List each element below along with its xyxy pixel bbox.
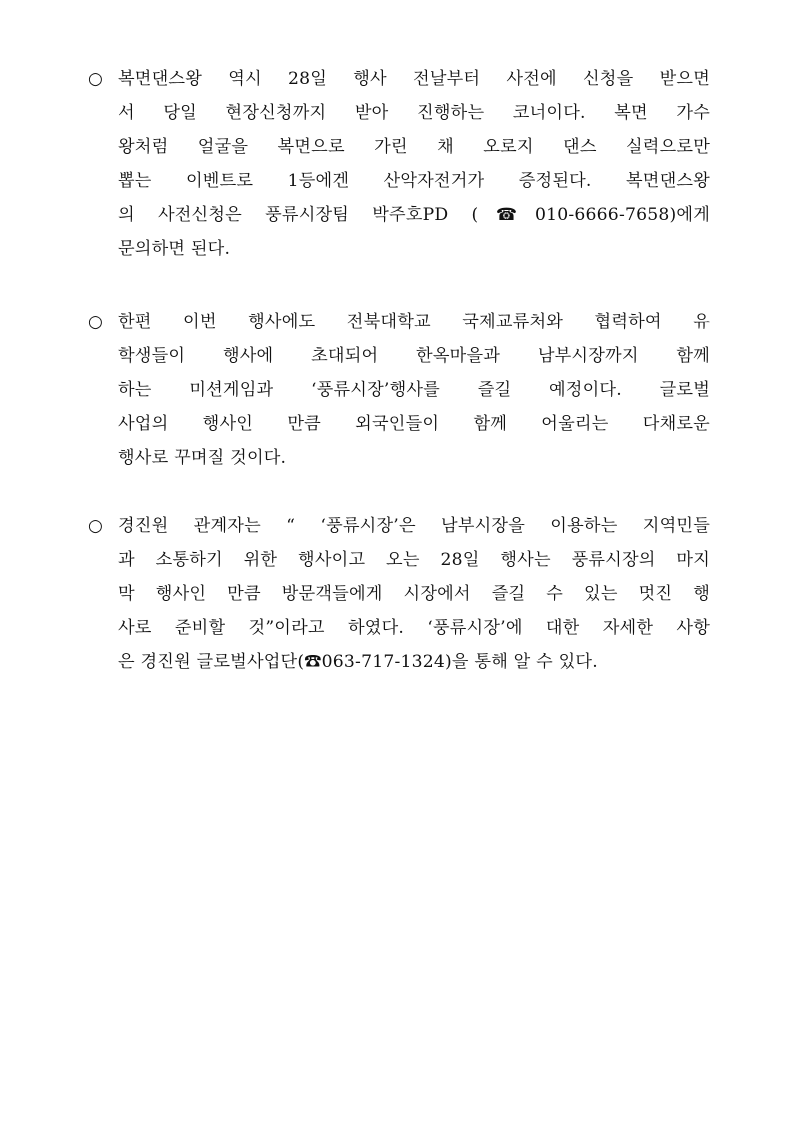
text-line: 서 당일 현장신청까지 받아 진행하는 코너이다. 복면 가수: [118, 103, 710, 123]
text-line: 은 경진원 글로벌사업단(☎063-717-1324)을 통해 알 수 있다.: [118, 652, 598, 672]
text-line: 복면댄스왕 역시 28일 행사 전날부터 사전에 신청을 받으면: [118, 69, 710, 89]
text-line: 사로 준비할 것”이라고 하였다. ‘풍류시장’에 대한 자세한 사항: [118, 618, 710, 638]
text-line: 한편 이번 행사에도 전북대학교 국제교류처와 협력하여 유: [118, 312, 710, 332]
bullet-circle-icon: ○: [88, 312, 103, 332]
text-line: 막 행사인 만큼 방문객들에게 시장에서 즐길 수 있는 멋진 행: [118, 584, 710, 604]
text-line: 하는 미션게임과 ‘풍류시장’행사를 즐길 예정이다. 글로벌: [118, 380, 710, 400]
paragraph-lines: [118, 305, 710, 475]
text-line: 왕처럼 얼굴을 복면으로 가린 채 오로지 댄스 실력으로만: [118, 137, 710, 157]
text-line: 행사로 꾸며질 것이다.: [118, 448, 287, 468]
bullet-circle-icon: ○: [88, 69, 103, 89]
text-line: 문의하면 된다.: [118, 239, 231, 259]
text-line: 의 사전신청은 풍류시장팀 박주호PD (☎010-6666-7658)에게: [118, 205, 710, 225]
text-line: 경진원 관계자는 “ ‘풍류시장’은 남부시장을 이용하는 지역민들: [118, 516, 710, 536]
text-line: 과 소통하기 위한 행사이고 오는 28일 행사는 풍류시장의 마지: [118, 550, 710, 570]
text-line: 뽑는 이벤트로 1등에겐 산악자전거가 증정된다. 복면댄스왕: [118, 171, 710, 191]
paragraph-lines: [118, 509, 710, 679]
text-line: 사업의 행사인 만큼 외국인들이 함께 어울리는 다채로운: [118, 414, 710, 434]
bullet-circle-icon: ○: [88, 516, 103, 536]
text-line: 학생들이 행사에 초대되어 한옥마을과 남부시장까지 함께: [118, 346, 710, 366]
paragraph-lines: [118, 62, 710, 266]
